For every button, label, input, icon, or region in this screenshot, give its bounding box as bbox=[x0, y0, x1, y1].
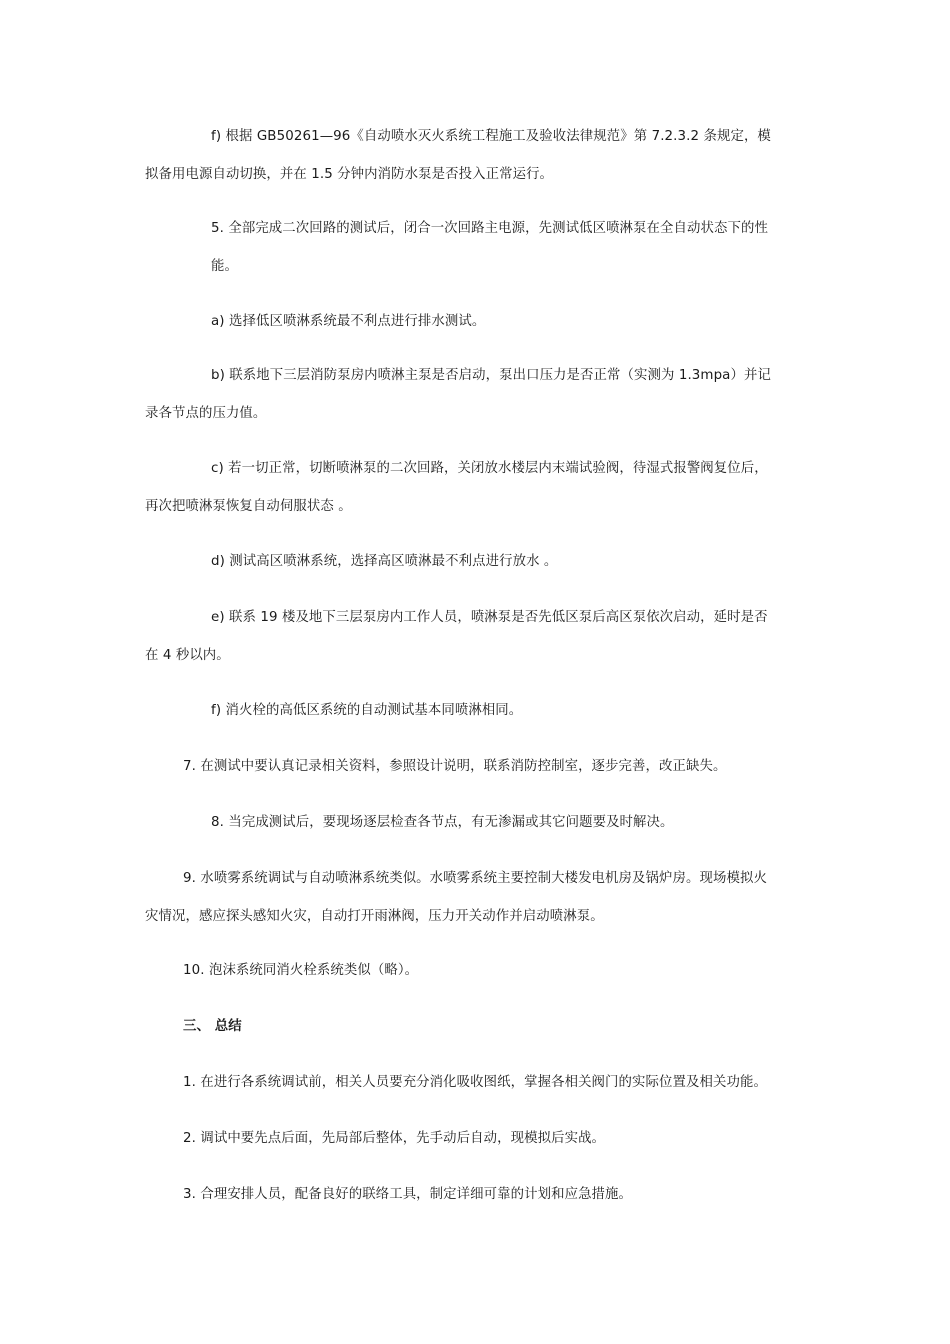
paragraph-line: 5. 全部完成二次回路的测试后，闭合一次回路主电源，先测试低区喷淋泵在全自动状态下的性 bbox=[211, 221, 768, 236]
paragraph-summary-3 bbox=[145, 1176, 805, 1214]
paragraph-line: b) 联系地下三层消防泵房内喷淋主泵是否启动，泵出口压力是否正常（实测为 1.3mpa）并记 bbox=[211, 368, 771, 383]
paragraph-line: 录各节点的压力值。 bbox=[145, 406, 267, 421]
heading-text: 三、 总结 bbox=[183, 1019, 242, 1034]
paragraph-line: 8. 当完成测试后，要现场逐层检查各节点，有无渗漏或其它问题要及时解决。 bbox=[211, 815, 674, 830]
paragraph-summary-1 bbox=[145, 1064, 805, 1102]
paragraph-line: 10. 泡沫系统同消火栓系统类似（略）。 bbox=[183, 963, 419, 978]
paragraph-line: 3. 合理安排人员，配备良好的联络工具，制定详细可靠的计划和应急措施。 bbox=[183, 1187, 633, 1202]
paragraph-a-drain-test bbox=[145, 303, 805, 341]
paragraph-f-hydrant bbox=[145, 692, 805, 730]
paragraph-line: 灾情况，感应探头感知火灾，自动打开雨淋阀，压力开关动作并启动喷淋泵。 bbox=[145, 909, 604, 924]
paragraph-line: 再次把喷淋泵恢复自动伺服状态 。 bbox=[145, 499, 352, 514]
paragraph-f-power-switch bbox=[145, 118, 805, 194]
paragraph-line: f) 根据 GB50261—96《自动喷水灭火系统工程施工及验收法律规范》第 7.2.3.2 条规定，模 bbox=[211, 129, 771, 144]
paragraph-c-reset bbox=[145, 450, 805, 526]
paragraph-summary-2 bbox=[145, 1120, 805, 1158]
paragraph-10-foam bbox=[145, 952, 805, 990]
paragraph-line: f) 消火栓的高低区系统的自动测试基本同喷淋相同。 bbox=[211, 703, 523, 718]
paragraph-line: 9. 水喷雾系统调试与自动喷淋系统类似。水喷雾系统主要控制大楼发电机房及锅炉房。现场模拟火 bbox=[183, 871, 767, 886]
paragraph-line: c) 若一切正常，切断喷淋泵的二次回路，关闭放水楼层内末端试验阀，待湿式报警阀复位后， bbox=[211, 461, 768, 476]
paragraph-7-records bbox=[145, 748, 805, 786]
paragraph-line: 拟备用电源自动切换，并在 1.5 分钟内消防水泵是否投入正常运行。 bbox=[145, 167, 554, 182]
paragraph-9-water-mist bbox=[145, 860, 805, 936]
paragraph-line: a) 选择低区喷淋系统最不利点进行排水测试。 bbox=[211, 314, 486, 329]
paragraph-e-sequence bbox=[145, 599, 805, 675]
paragraph-d-high-zone bbox=[145, 543, 805, 581]
paragraph-line: 在 4 秒以内。 bbox=[145, 648, 230, 663]
section-heading-summary bbox=[145, 1008, 805, 1046]
paragraph-b-pump-check bbox=[145, 357, 805, 433]
paragraph-5-full-test bbox=[145, 210, 805, 286]
paragraph-line: e) 联系 19 楼及地下三层泵房内工作人员，喷淋泵是否先低区泵后高区泵依次启动，延时是否 bbox=[211, 610, 768, 625]
paragraph-line: 7. 在测试中要认真记录相关资料，参照设计说明，联系消防控制室，逐步完善，改正缺失。 bbox=[183, 759, 727, 774]
paragraph-line: 2. 调试中要先点后面，先局部后整体，先手动后自动，现模拟后实战。 bbox=[183, 1131, 606, 1146]
paragraph-line: d) 测试高区喷淋系统，选择高区喷淋最不利点进行放水 。 bbox=[211, 554, 558, 569]
paragraph-line: 能。 bbox=[211, 259, 238, 274]
paragraph-line: 1. 在进行各系统调试前，相关人员要充分消化吸收图纸，掌握各相关阀门的实际位置及相关功能。 bbox=[183, 1075, 767, 1090]
paragraph-8-inspection bbox=[145, 804, 805, 842]
